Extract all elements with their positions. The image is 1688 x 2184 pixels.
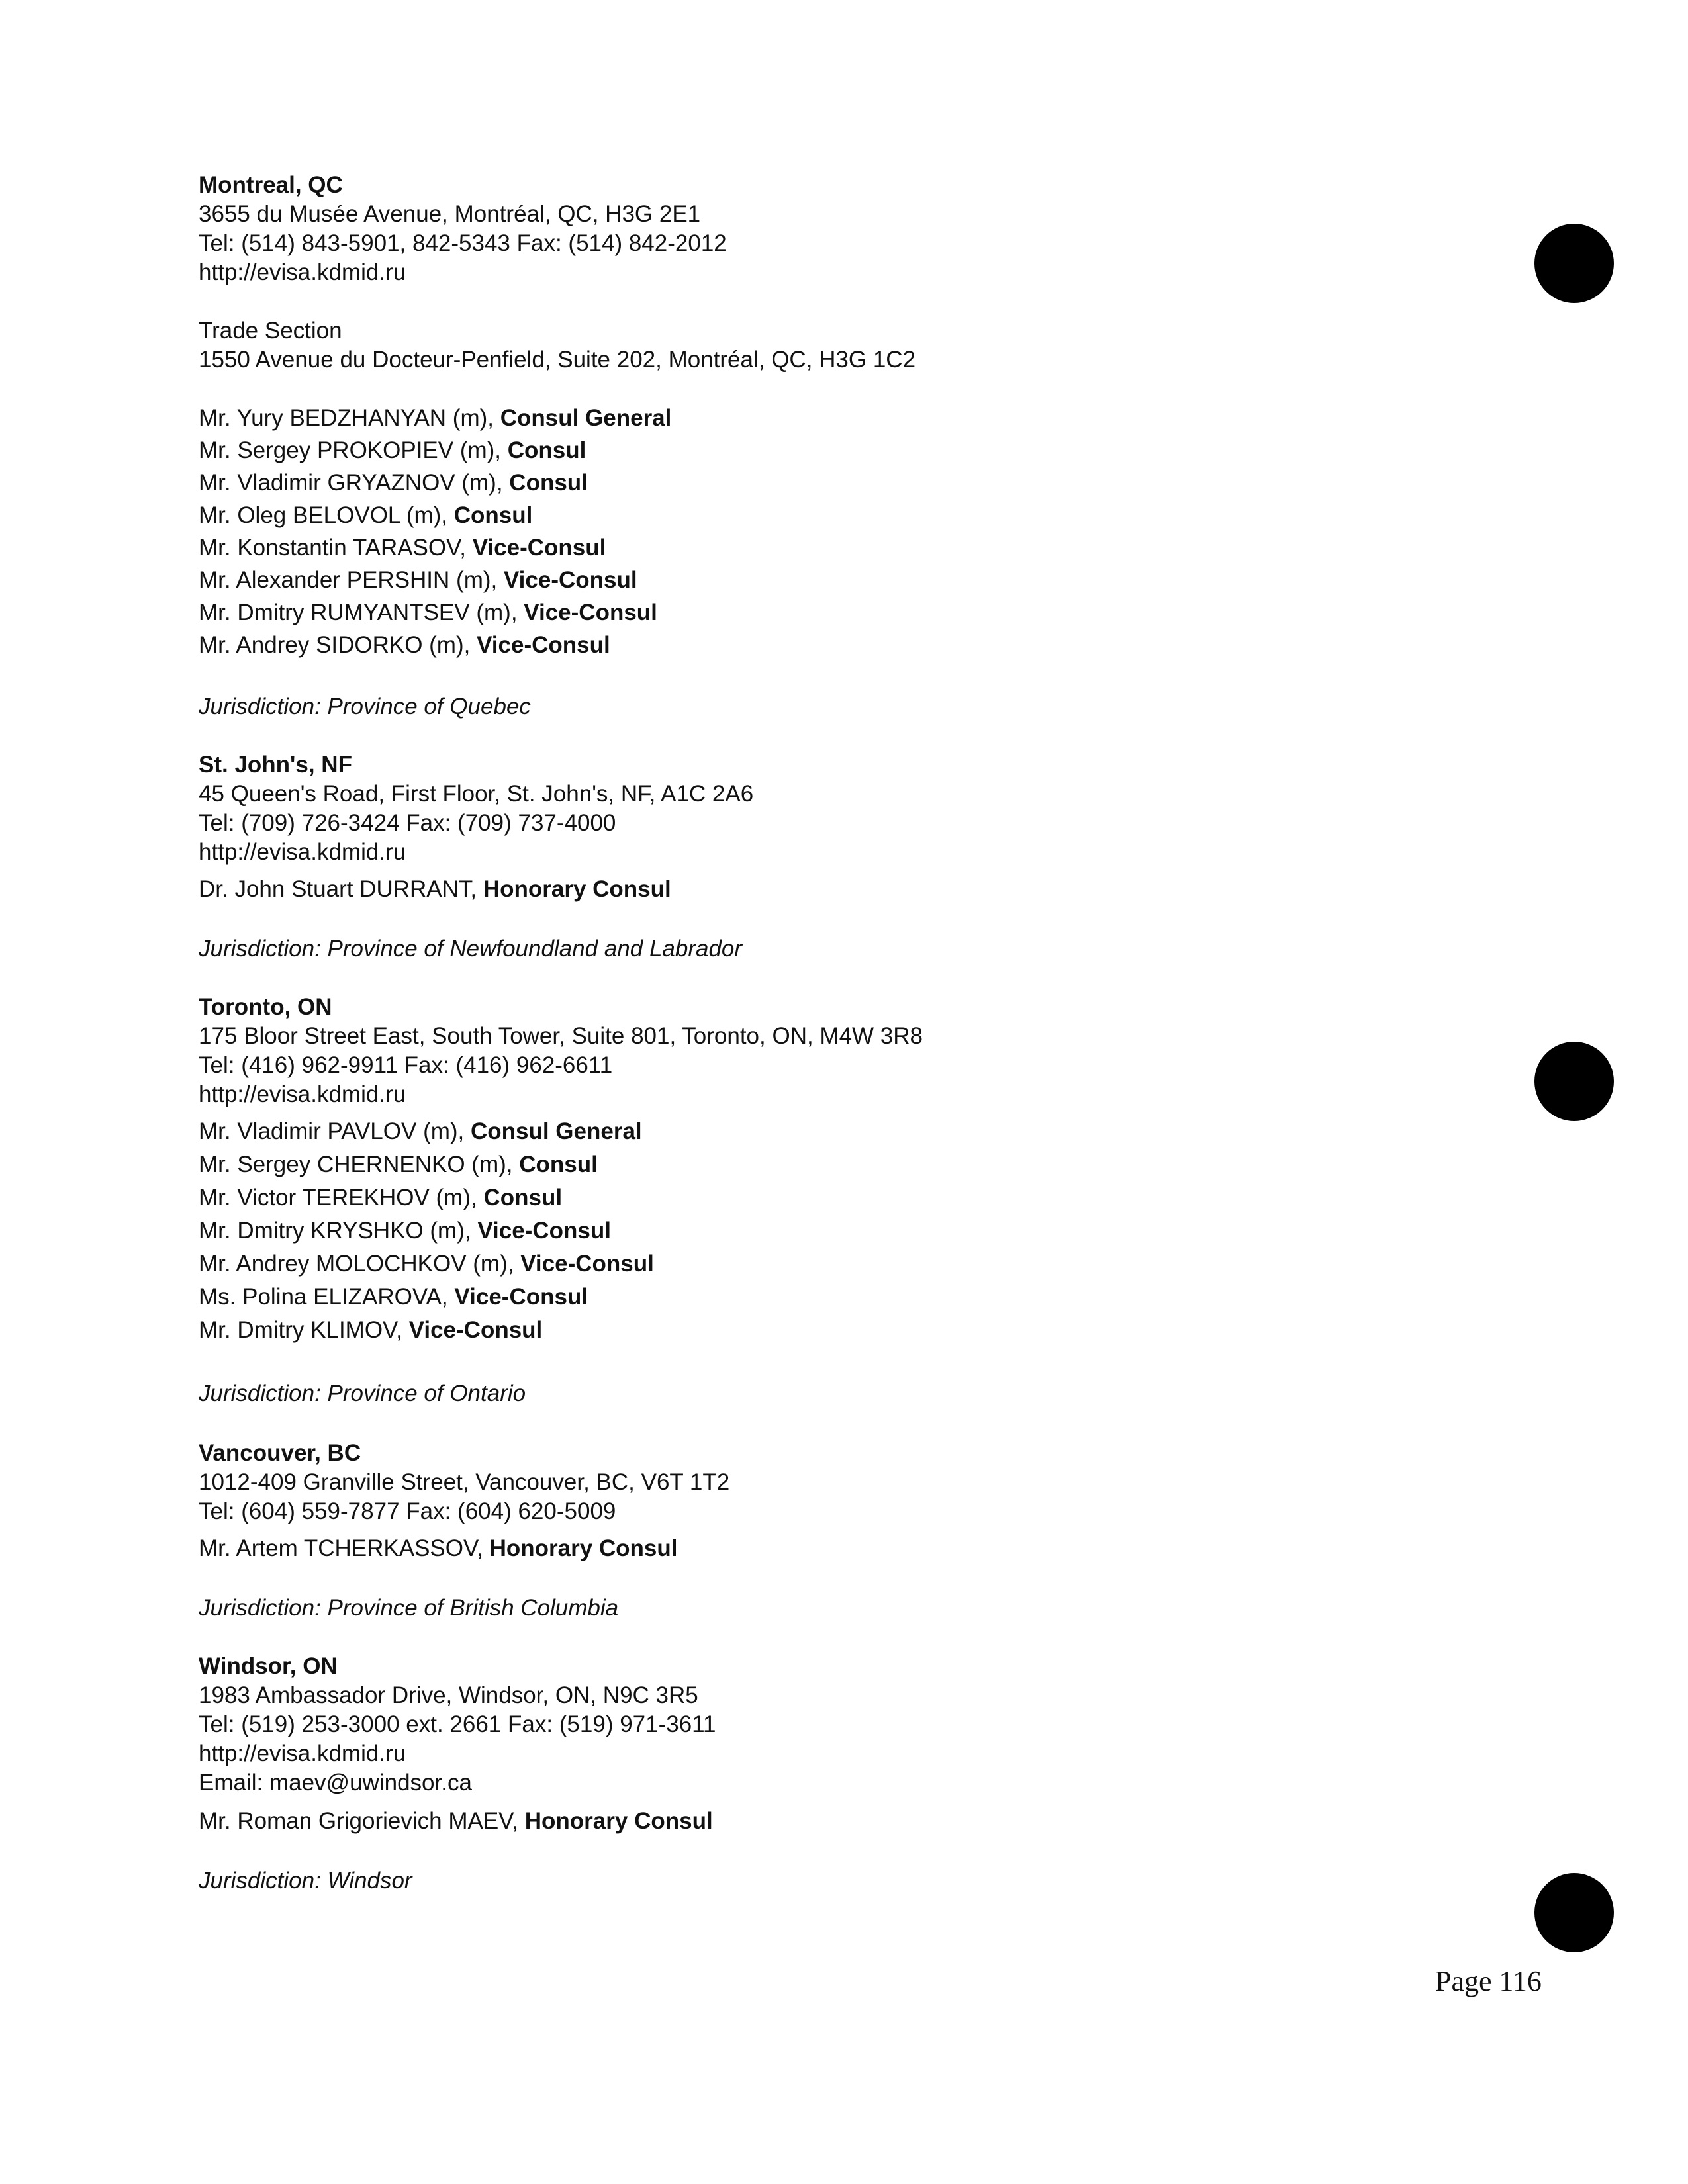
staff-entry — [199, 1183, 1456, 1216]
staff-name: Mr. Vladimir PAVLOV (m), — [199, 1118, 471, 1144]
phone-fax: Tel: (514) 843-5901, 842-5343 Fax: (514) 842-2012 — [199, 230, 727, 256]
staff-role: Consul — [453, 502, 533, 528]
punch-hole — [1534, 1042, 1614, 1121]
section-title: Montreal, QC — [199, 172, 343, 198]
staff-entry — [199, 566, 1456, 598]
jurisdiction: Jurisdiction: Province of Quebec — [199, 694, 531, 719]
staff-role: Consul General — [500, 405, 672, 431]
staff-role: Honorary Consul — [483, 876, 671, 902]
email: Email: maev@uwindsor.ca — [199, 1770, 472, 1796]
staff-entry — [199, 1250, 1456, 1283]
address: 1983 Ambassador Drive, Windsor, ON, N9C 3R5 — [199, 1682, 698, 1708]
staff-role: Vice-Consul — [472, 535, 606, 561]
jurisdiction: Jurisdiction: Province of British Columbia — [199, 1595, 619, 1621]
staff-entry — [199, 1150, 1456, 1183]
address: 3655 du Musée Avenue, Montréal, QC, H3G 2E1 — [199, 201, 701, 227]
staff-role: Vice-Consul — [477, 632, 610, 658]
section-title: Toronto, ON — [199, 994, 332, 1020]
document-body — [199, 171, 1456, 1895]
website-url: http://evisa.kdmid.ru — [199, 839, 406, 865]
staff-role: Vice-Consul — [520, 1251, 654, 1277]
section-title: Vancouver, BC — [199, 1440, 361, 1466]
jurisdiction: Jurisdiction: Province of Newfoundland and Labrador — [199, 936, 743, 962]
staff-name: Mr. Dmitry RUMYANTSEV (m), — [199, 600, 524, 625]
staff-role: Vice-Consul — [503, 567, 637, 593]
staff-entry — [199, 1117, 1456, 1150]
address: 45 Queen's Road, First Floor, St. John's, NF, A1C 2A6 — [199, 781, 754, 807]
address: 175 Bloor Street East, South Tower, Suite 801, Toronto, ON, M4W 3R8 — [199, 1023, 923, 1049]
section-toronto — [199, 993, 1456, 1408]
staff-name: Mr. Victor TEREKHOV (m), — [199, 1185, 484, 1210]
staff-role: Consul — [509, 470, 588, 496]
staff-list — [199, 404, 1456, 663]
staff-role: Honorary Consul — [489, 1535, 678, 1561]
trade-section-title: Trade Section — [199, 318, 342, 343]
staff-name: Dr. John Stuart DURRANT, — [199, 876, 483, 902]
staff-role: Vice-Consul — [477, 1218, 611, 1244]
staff-name: Ms. Polina ELIZAROVA, — [199, 1284, 455, 1310]
staff-role: Consul — [507, 437, 586, 463]
trade-section-address: 1550 Avenue du Docteur-Penfield, Suite 202, Montréal, QC, H3G 1C2 — [199, 347, 916, 373]
staff-name: Mr. Dmitry KLIMOV, — [199, 1317, 409, 1343]
staff-name: Mr. Sergey PROKOPIEV (m), — [199, 437, 508, 463]
staff-role: Consul General — [470, 1118, 642, 1144]
staff-name: Mr. Andrey SIDORKO (m), — [199, 632, 477, 658]
staff-name: Mr. Artem TCHERKASSOV, — [199, 1535, 490, 1561]
section-st-johns — [199, 751, 1456, 964]
staff-name: Mr. Alexander PERSHIN (m), — [199, 567, 504, 593]
staff-name: Mr. Dmitry KRYSHKO (m), — [199, 1218, 478, 1244]
website-url: http://evisa.kdmid.ru — [199, 1741, 406, 1766]
address: 1012-409 Granville Street, Vancouver, BC, V6T 1T2 — [199, 1469, 730, 1495]
staff-name: Mr. Yury BEDZHANYAN (m), — [199, 405, 500, 431]
section-montreal — [199, 171, 1456, 721]
staff-entry — [199, 1807, 1456, 1836]
staff-role: Vice-Consul — [454, 1284, 588, 1310]
staff-entry — [199, 598, 1456, 631]
staff-name: Mr. Vladimir GRYAZNOV (m), — [199, 470, 510, 496]
section-vancouver — [199, 1439, 1456, 1623]
staff-list — [199, 1117, 1456, 1349]
staff-entry — [199, 436, 1456, 469]
punch-hole — [1534, 224, 1614, 303]
phone-fax: Tel: (519) 253-3000 ext. 2661 Fax: (519) 971-3611 — [199, 1711, 716, 1737]
staff-entry — [199, 533, 1456, 566]
staff-entry — [199, 501, 1456, 533]
staff-role: Honorary Consul — [524, 1808, 713, 1834]
staff-entry — [199, 469, 1456, 501]
staff-name: Mr. Konstantin TARASOV, — [199, 535, 473, 561]
staff-name: Mr. Oleg BELOVOL (m), — [199, 502, 454, 528]
phone-fax: Tel: (604) 559-7877 Fax: (604) 620-5009 — [199, 1498, 616, 1524]
staff-entry — [199, 404, 1456, 436]
punch-hole — [1534, 1873, 1614, 1952]
staff-role: Vice-Consul — [524, 600, 657, 625]
staff-role: Vice-Consul — [408, 1317, 543, 1343]
staff-entry — [199, 1216, 1456, 1250]
jurisdiction: Jurisdiction: Windsor — [199, 1868, 412, 1893]
phone-fax: Tel: (709) 726-3424 Fax: (709) 737-4000 — [199, 810, 616, 836]
website-url: http://evisa.kdmid.ru — [199, 1081, 406, 1107]
page-number: Page 116 — [1435, 1965, 1542, 1997]
staff-name: Mr. Roman Grigorievich MAEV, — [199, 1808, 525, 1834]
staff-entry — [199, 1283, 1456, 1316]
staff-name: Mr. Sergey CHERNENKO (m), — [199, 1152, 520, 1177]
jurisdiction: Jurisdiction: Province of Ontario — [199, 1381, 526, 1406]
section-title: St. John's, NF — [199, 752, 352, 778]
staff-role: Consul — [483, 1185, 563, 1210]
staff-entry — [199, 631, 1456, 663]
section-title: Windsor, ON — [199, 1653, 338, 1679]
staff-name: Mr. Andrey MOLOCHKOV (m), — [199, 1251, 521, 1277]
staff-role: Consul — [519, 1152, 598, 1177]
website-url: http://evisa.kdmid.ru — [199, 259, 406, 285]
phone-fax: Tel: (416) 962-9911 Fax: (416) 962-6611 — [199, 1052, 613, 1078]
section-windsor — [199, 1652, 1456, 1895]
staff-entry — [199, 1534, 1456, 1563]
staff-entry — [199, 875, 1456, 904]
staff-entry — [199, 1316, 1456, 1349]
